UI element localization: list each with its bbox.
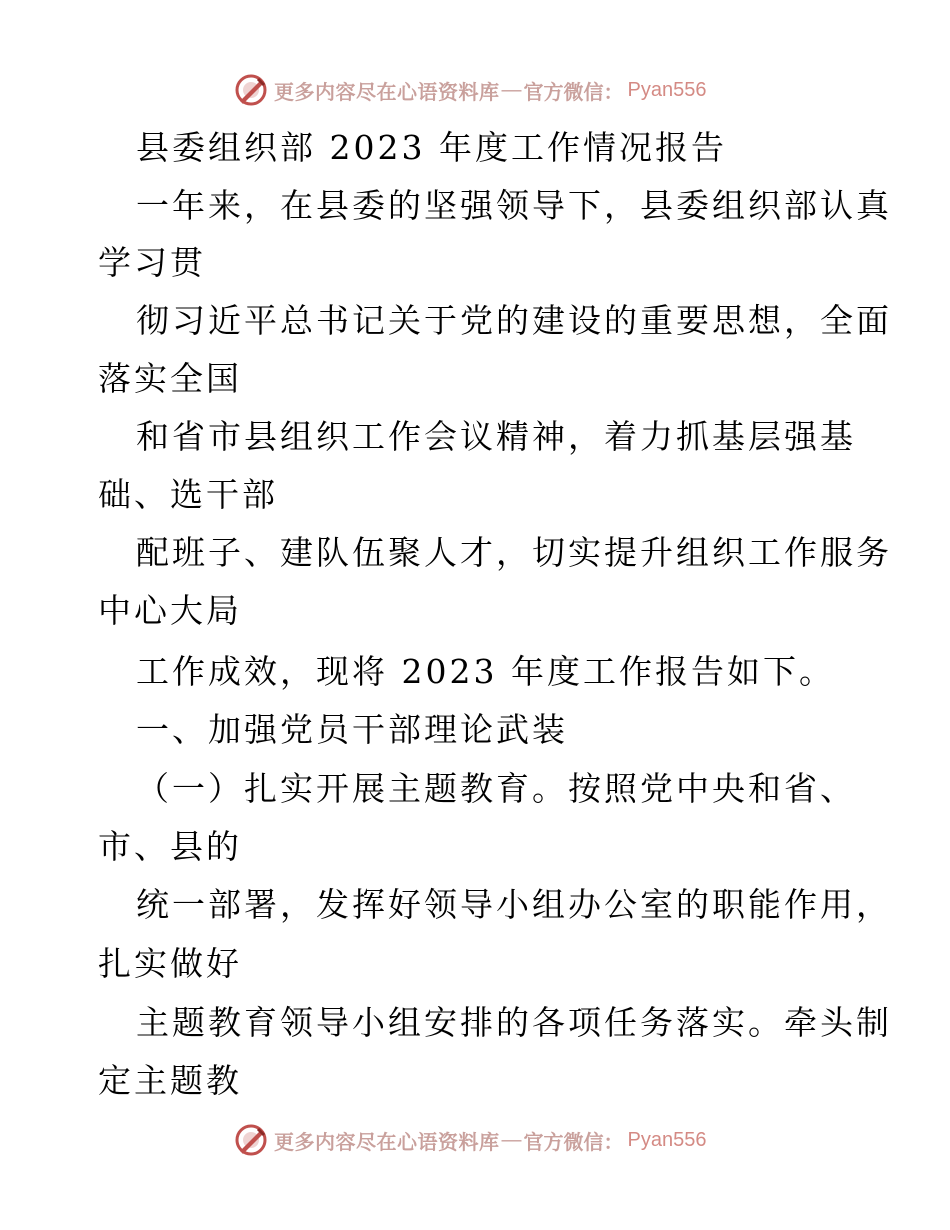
text-line: 和省市县组织工作会议精神，着力抓基层强基 (136, 417, 856, 456)
text-line: 彻习近平总书记关于党的建设的重要思想，全面 (136, 301, 892, 340)
watermark-separator: — (501, 78, 522, 101)
watermark-label: 官方微信： (523, 79, 624, 104)
header-watermark (234, 72, 706, 108)
text-line: 市、县的 (98, 827, 242, 866)
watermark-label: 官方微信： (523, 1129, 624, 1154)
watermark-text: 更多内容尽在心语资料库 (274, 79, 500, 104)
watermark-separator: — (501, 1128, 522, 1151)
text-line: 扎实做好 (98, 944, 242, 983)
text-line: 落实全国 (98, 359, 242, 398)
text-line: 统一部署，发挥好领导小组办公室的职能作用， (136, 885, 892, 924)
text-line: 学习贯 (98, 243, 206, 282)
section-heading: 一、加强党员干部理论武装 (136, 710, 568, 749)
text-line: 主题教育领导小组安排的各项任务落实。牵头制 (136, 1003, 892, 1042)
text-line: 一年来，在县委的坚强领导下，县委组织部认真 (136, 186, 892, 225)
text-line: 中心大局 (98, 591, 242, 630)
watermark-text: 更多内容尽在心语资料库 (274, 1129, 500, 1154)
text-line: 础、选干部 (98, 475, 278, 514)
text-line: 定主题教 (98, 1061, 242, 1100)
watermark-id: Pyan556 (627, 78, 707, 101)
subsection-heading: （一）扎实开展主题教育。按照党中央和省、 (136, 769, 856, 808)
pen-seal-icon (234, 1123, 268, 1157)
text-line: 配班子、建队伍聚人才，切实提升组织工作服务 (136, 533, 892, 572)
text-line: 工作成效，现将 2023 年度工作报告如下。 (136, 652, 835, 691)
watermark-id: Pyan556 (627, 1128, 707, 1151)
pen-seal-icon (234, 73, 268, 107)
document-title: 县委组织部 2023 年度工作情况报告 (136, 128, 727, 167)
footer-watermark (234, 1122, 706, 1158)
